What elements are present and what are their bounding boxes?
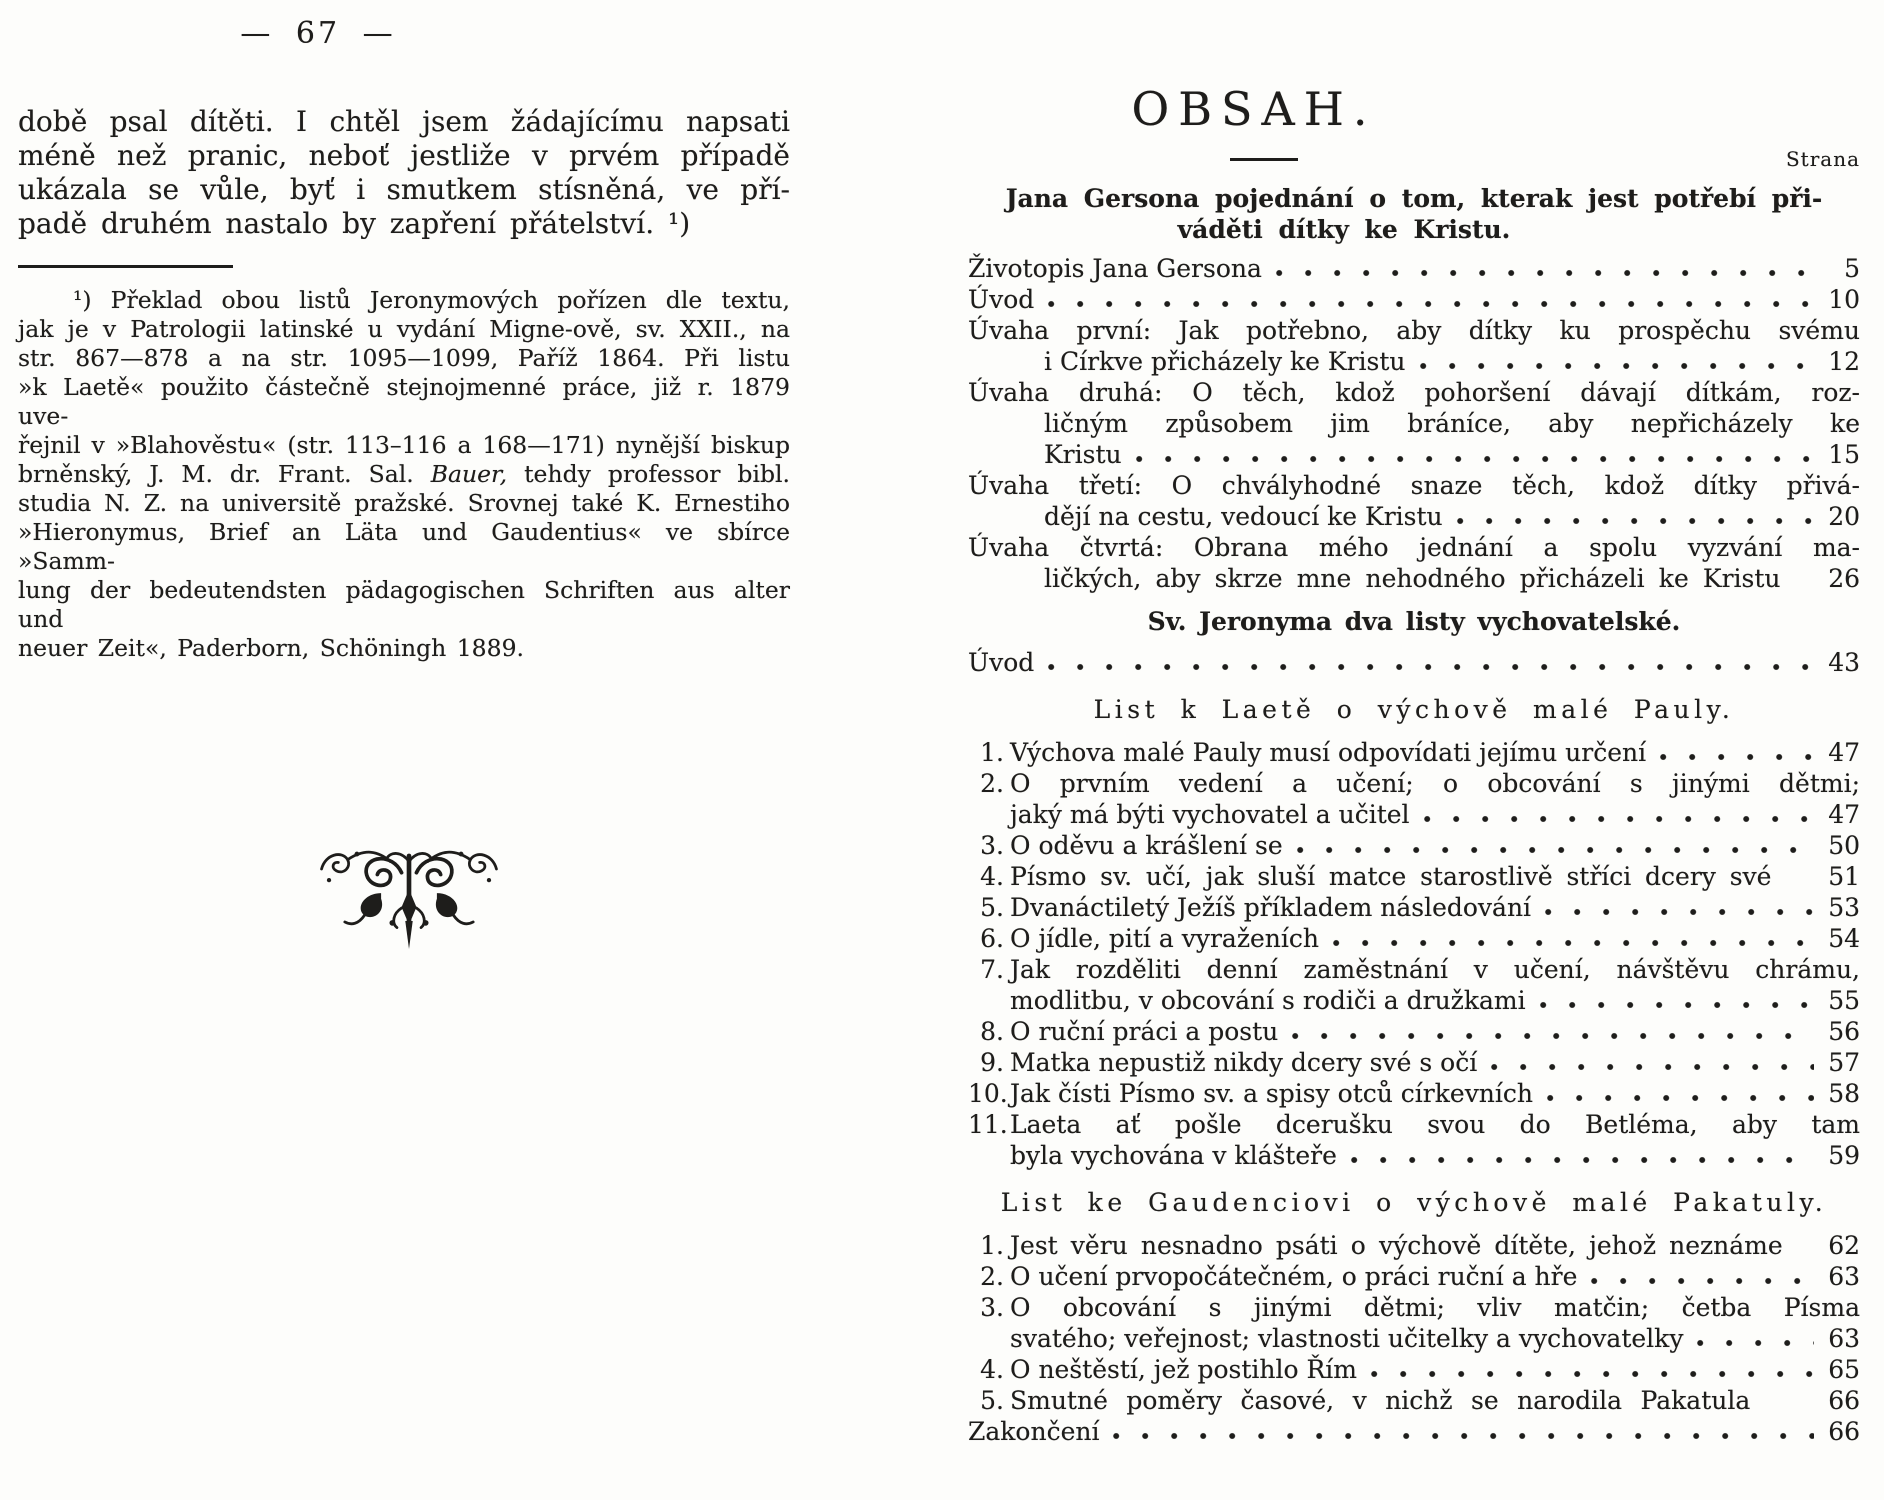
toc-row bbox=[968, 1140, 1860, 1171]
toc-page-number: 47 bbox=[1828, 738, 1860, 767]
toc-page-number: 55 bbox=[1828, 986, 1860, 1015]
toc-row bbox=[968, 954, 1860, 985]
toc-page-number: 50 bbox=[1828, 831, 1860, 860]
paragraph-line: padě druhém nastalo by zapření přátelství. ¹) bbox=[18, 207, 691, 240]
toc-item-number: 3. bbox=[980, 1293, 1004, 1322]
toc-row-text: Matka nepustiž nikdy dcery své s očí bbox=[1010, 1048, 1478, 1077]
scanned-page-right bbox=[968, 84, 1860, 1447]
toc-row-text: O neštěstí, jež postihlo Řím bbox=[1010, 1355, 1357, 1384]
toc-title: OBSAH. bbox=[1131, 82, 1377, 136]
footnote-line: řejnil v »Blahověstu« (str. 113–116 a 168—171) nynější biskup bbox=[18, 431, 790, 459]
toc-row bbox=[968, 1323, 1860, 1354]
toc-row bbox=[968, 1230, 1860, 1261]
dot-leader bbox=[1424, 815, 1814, 823]
dot-leader bbox=[1591, 1277, 1814, 1285]
toc-item-number: 1. bbox=[980, 738, 1004, 767]
toc-row bbox=[968, 1047, 1860, 1078]
toc-row bbox=[968, 1416, 1860, 1447]
toc-row bbox=[968, 1354, 1860, 1385]
toc-page-number: 5 bbox=[1844, 254, 1860, 283]
toc-page-number: 59 bbox=[1828, 1141, 1860, 1170]
toc-row-text: Jak rozděliti denní zaměstnání v učení, návštěvu chrámu, bbox=[1010, 955, 1860, 984]
toc-row bbox=[968, 737, 1860, 768]
toc-item-number: 2. bbox=[980, 769, 1004, 798]
dot-leader bbox=[1660, 753, 1814, 761]
toc-item-number: 5. bbox=[980, 1386, 1004, 1415]
toc-item-number: 9. bbox=[980, 1048, 1004, 1077]
paragraph-line: ukázala se vůle, byť i smutkem stísněná, ve pří- bbox=[18, 173, 790, 206]
dot-leader bbox=[1491, 1063, 1814, 1071]
toc-page-number: 15 bbox=[1828, 440, 1860, 469]
dot-leader bbox=[1276, 269, 1814, 277]
dot-leader bbox=[1333, 939, 1814, 947]
toc-row-text: Zakončení bbox=[968, 1417, 1100, 1446]
toc-page-number: 56 bbox=[1828, 1017, 1860, 1046]
dot-leader bbox=[1136, 455, 1814, 463]
toc-title-rule bbox=[1230, 158, 1298, 161]
toc-row-text: O obcování s jinými dětmi; vliv matčin; četba Písma bbox=[1010, 1293, 1860, 1322]
toc-row-text: Životopis Jana Gersona bbox=[968, 254, 1262, 283]
toc-item-number: 6. bbox=[980, 924, 1004, 953]
toc-row bbox=[968, 1261, 1860, 1292]
toc-row bbox=[968, 377, 1860, 408]
footnote-line: brněnský, J. M. dr. Frant. Sal. Bauer, tehdy professor bibl. bbox=[18, 460, 790, 488]
footnote-line: ¹) Překlad obou listů Jeronymových pořízen dle textu, bbox=[73, 286, 790, 314]
toc-item-number: 11. bbox=[968, 1110, 1008, 1139]
toc-subheading: List ke Gaudenciovi o výchově malé Pakatuly. bbox=[1000, 1188, 1828, 1217]
toc-page-number: 63 bbox=[1828, 1324, 1860, 1353]
toc-row-text: Úvaha čtvrtá: Obrana mého jednání a spolu vyzvání ma- bbox=[968, 533, 1860, 562]
toc-page-number: 53 bbox=[1828, 893, 1860, 922]
footnote-line: »k Laetě« použito částečně stejnojmenné práce, již r. 1879 uve- bbox=[18, 373, 790, 430]
scanned-page-left bbox=[18, 16, 790, 951]
toc-item-number: 7. bbox=[980, 955, 1004, 984]
toc-row bbox=[968, 768, 1860, 799]
toc-row-text: Písmo sv. učí, jak sluší matce starostlivě stříci dcery své bbox=[1010, 862, 1772, 891]
footnote-line: str. 867—878 a na str. 1095—1099, Paříž 1864. Při listu bbox=[18, 344, 790, 372]
strana-column-label: Strana bbox=[1785, 147, 1860, 171]
toc-page-number: 54 bbox=[1828, 924, 1860, 953]
toc-row-text: Výchova malé Pauly musí odpovídati jejímu určení bbox=[1010, 738, 1647, 767]
toc-row bbox=[968, 346, 1860, 377]
toc-main-heading bbox=[968, 183, 1860, 245]
toc-item-number: 4. bbox=[980, 1355, 1004, 1384]
footnote-line: lung der bedeutendsten pädagogischen Schriften aus alter und bbox=[18, 576, 790, 633]
toc-item-number: 5. bbox=[980, 893, 1004, 922]
toc-row bbox=[968, 532, 1860, 563]
toc-row bbox=[968, 1109, 1860, 1140]
toc-row-text: dějí na cestu, vedoucí ke Kristu bbox=[1044, 502, 1443, 531]
footnote-rule bbox=[18, 265, 233, 268]
toc-row-text: Laeta ať pošle dcerušku svou do Betléma, aby tam bbox=[1010, 1110, 1860, 1139]
toc-page-number: 58 bbox=[1828, 1079, 1860, 1108]
toc-page-number: 43 bbox=[1828, 648, 1860, 677]
toc-main-heading-line: Jana Gersona pojednání o tom, kterak jest potřebí při- bbox=[1005, 184, 1823, 213]
toc-row bbox=[968, 439, 1860, 470]
footnote-line: jak je v Patrologii latinské u vydání Migne-ově, sv. XXII., na bbox=[18, 315, 790, 343]
toc-row bbox=[968, 892, 1860, 923]
toc-item-number: 3. bbox=[980, 831, 1004, 860]
toc-row-text: Dvanáctiletý Ježíš příkladem následování bbox=[1010, 893, 1532, 922]
toc-page-number: 47 bbox=[1828, 800, 1860, 829]
dot-leader bbox=[1048, 300, 1814, 308]
toc-row-text: byla vychována v klášteře bbox=[1010, 1141, 1337, 1170]
toc-row-text: Smutné poměry časové, v nichž se narodila Pakatula bbox=[1010, 1386, 1751, 1415]
toc-row-text: Kristu bbox=[1044, 440, 1122, 469]
toc-row bbox=[968, 861, 1860, 892]
toc-page-number: 20 bbox=[1828, 502, 1860, 531]
toc-row-text: O ruční práci a postu bbox=[1010, 1017, 1279, 1046]
toc-page-number: 57 bbox=[1828, 1048, 1860, 1077]
toc-page-number: 66 bbox=[1828, 1386, 1860, 1415]
toc-row-text: Úvod bbox=[968, 285, 1035, 314]
toc-row bbox=[968, 1078, 1860, 1109]
toc-row bbox=[968, 799, 1860, 830]
footnote-line: studia N. Z. na universitě pražské. Srovnej také K. Ernestiho bbox=[18, 489, 790, 517]
dot-leader bbox=[1697, 1339, 1814, 1347]
toc-subheading: List k Laetě o výchově malé Pauly. bbox=[1093, 695, 1735, 724]
toc-page-number: 62 bbox=[1828, 1231, 1861, 1260]
paragraph-line: méně než pranic, neboť jestliže v prvém případě bbox=[18, 139, 790, 172]
toc-row bbox=[968, 923, 1860, 954]
toc-page-number: 12 bbox=[1828, 347, 1860, 376]
toc-row-text: Úvaha třetí: O chvályhodné snaze těch, kdož dítky přivá- bbox=[968, 471, 1860, 500]
toc-page-number: 65 bbox=[1828, 1355, 1860, 1384]
toc-row-text: Jak čísti Písmo sv. a spisy otců církevních bbox=[1010, 1079, 1534, 1108]
dot-leader bbox=[1420, 362, 1814, 370]
toc-row bbox=[968, 1385, 1860, 1416]
toc-main-heading-line: váděti dítky ke Kristu. bbox=[1177, 215, 1511, 244]
toc-row-text: modlitbu, v obcování s rodiči a družkami bbox=[1010, 986, 1526, 1015]
dot-leader bbox=[1545, 908, 1814, 916]
table-of-contents bbox=[968, 183, 1860, 1447]
toc-row-text: Úvaha první: Jak potřebno, aby dítky ku prospěchu svému bbox=[968, 316, 1860, 345]
toc-row bbox=[968, 985, 1860, 1016]
toc-row bbox=[968, 1016, 1860, 1047]
dot-leader bbox=[1371, 1370, 1814, 1378]
toc-row-text: O oděvu a krášlení se bbox=[1010, 831, 1283, 860]
dot-leader bbox=[1540, 1001, 1814, 1009]
tailpiece-ornament-icon bbox=[316, 839, 502, 951]
toc-row-text: O učení prvopočátečném, o práci ruční a hře bbox=[1010, 1262, 1578, 1291]
toc-row bbox=[968, 563, 1860, 594]
toc-item-number: 1. bbox=[980, 1231, 1004, 1260]
dot-leader bbox=[1457, 517, 1814, 525]
toc-item-number: 10. bbox=[968, 1079, 1008, 1108]
toc-row bbox=[968, 408, 1860, 439]
toc-row-text: Jest věru nesnadno psáti o výchově dítěte, jehož neznáme bbox=[1010, 1231, 1783, 1260]
toc-row bbox=[968, 470, 1860, 501]
toc-page-number: 63 bbox=[1828, 1262, 1860, 1291]
toc-page-number: 26 bbox=[1828, 564, 1860, 593]
toc-page-number: 10 bbox=[1828, 285, 1860, 314]
toc-row bbox=[968, 830, 1860, 861]
toc-row bbox=[968, 284, 1860, 315]
toc-row bbox=[968, 647, 1860, 678]
dot-leader bbox=[1292, 1032, 1814, 1040]
dot-leader bbox=[1351, 1156, 1814, 1164]
toc-row-text: O jídle, pití a vyraženích bbox=[1010, 924, 1319, 953]
paragraph-line: době psal dítěti. I chtěl jsem žádajícímu napsati bbox=[18, 105, 790, 138]
toc-row bbox=[968, 253, 1860, 284]
footnote bbox=[18, 286, 790, 663]
dot-leader bbox=[1113, 1432, 1814, 1440]
toc-row-text: svatého; veřejnost; vlastnosti učitelky a vychovatelky bbox=[1010, 1324, 1684, 1353]
toc-section-heading: Sv. Jeronyma dva listy vychovatelské. bbox=[1147, 607, 1681, 636]
toc-row bbox=[968, 1292, 1860, 1323]
toc-item-number: 4. bbox=[980, 862, 1004, 891]
toc-row-text: i Církve přicházely ke Kristu bbox=[1044, 347, 1406, 376]
page-number-header: — 67 — bbox=[240, 16, 396, 51]
toc-row-text: O prvním vedení a učení; o obcování s jinými dětmi; bbox=[1010, 769, 1860, 798]
footnote-line: »Hieronymus, Brief an Läta und Gaudentius« ve sbírce »Samm- bbox=[18, 518, 790, 575]
dot-leader bbox=[1048, 663, 1814, 671]
footnote-line: neuer Zeit«, Paderborn, Schöningh 1889. bbox=[18, 634, 525, 662]
toc-row-text: jaký má býti vychovatel a učitel bbox=[1010, 800, 1410, 829]
toc-page-number: 66 bbox=[1828, 1417, 1860, 1446]
toc-page-number: 51 bbox=[1828, 862, 1860, 891]
toc-item-number: 8. bbox=[980, 1017, 1004, 1046]
toc-item-number: 2. bbox=[980, 1262, 1004, 1291]
body-paragraph bbox=[18, 105, 790, 241]
toc-row bbox=[968, 315, 1860, 346]
toc-row-text: Úvod bbox=[968, 648, 1035, 677]
toc-row-text: ličkých, aby skrze mne nehodného přicházeli ke Kristu bbox=[1044, 564, 1781, 593]
dot-leader bbox=[1297, 846, 1814, 854]
toc-row-text: Úvaha druhá: O těch, kdož pohoršení dávají dítkám, roz- bbox=[968, 378, 1860, 407]
dot-leader bbox=[1547, 1094, 1814, 1102]
toc-row bbox=[968, 501, 1860, 532]
toc-row-text: ličným způsobem jim bráníce, aby nepřicházely ke bbox=[1044, 409, 1860, 438]
